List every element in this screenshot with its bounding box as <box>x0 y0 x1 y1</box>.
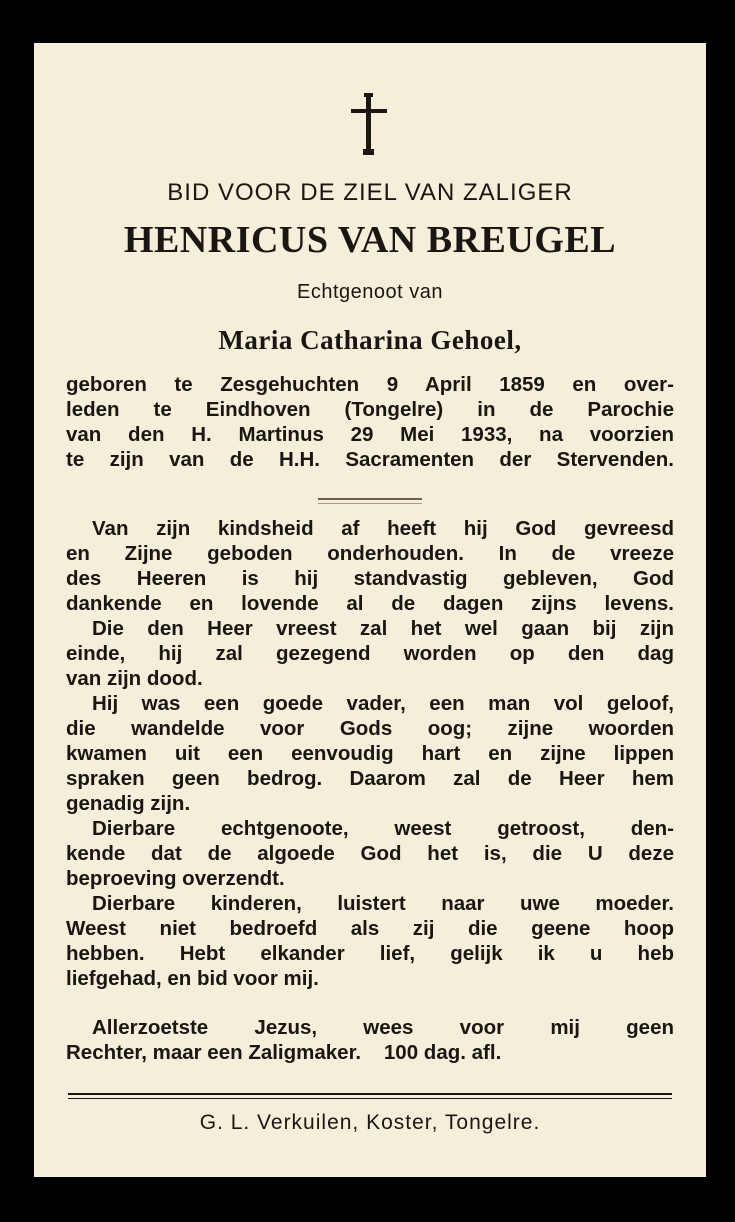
body-line: Van zijn kindsheid af heeft hij God gevreesd <box>92 517 674 540</box>
prayer-card <box>34 43 706 1177</box>
short-divider-rule <box>318 503 422 504</box>
spouse-name: Maria Catharina Gehoel, <box>218 325 522 355</box>
body-line: genadig zijn. <box>66 792 191 815</box>
body-line: van zijn dood. <box>66 667 203 690</box>
body-line: kwamen uit een eenvoudig hart en zijne lippen <box>66 742 674 765</box>
body-line: kende dat de algoede God het is, die U deze <box>66 842 674 865</box>
relation-line: Echtgenoot van <box>297 281 443 303</box>
deceased-name: HENRICUS VAN BREUGEL <box>123 219 617 261</box>
printer-line: G. L. Verkuilen, Koster, Tongelre. <box>199 1111 541 1134</box>
body-line: liefgehad, en bid voor mij. <box>66 967 319 990</box>
prayer-line: Rechter, maar een Zaligmaker. 100 dag. afl. <box>66 1041 502 1064</box>
body-line: Die den Heer vreest zal het wel gaan bij zijn <box>92 617 674 640</box>
body-line: hebben. Hebt elkander lief, gelijk ik u heb <box>66 942 674 965</box>
body-line: einde, hij zal gezegend worden op den dag <box>66 642 674 665</box>
body-line: die wandelde voor Gods oog; zijne woorden <box>66 717 674 740</box>
body-line: Weest niet bedroefd als zij die geene hoop <box>66 917 674 940</box>
cross-icon <box>351 93 387 155</box>
bio-line: geboren te Zesgehuchten 9 April 1859 en over- <box>66 373 674 396</box>
body-line: beproeving overzendt. <box>66 867 285 890</box>
body-line: Dierbare echtgenoote, weest getroost, den- <box>92 817 674 840</box>
long-divider <box>68 1093 672 1095</box>
body-line: spraken geen bedrog. Daarom zal de Heer hem <box>66 767 674 790</box>
body-line: en Zijne geboden onderhouden. In de vreeze <box>66 542 674 565</box>
body-line: Hij was een goede vader, een man vol geloof, <box>92 692 674 715</box>
bio-line: leden te Eindhoven (Tongelre) in de Parochie <box>66 398 674 421</box>
body-line: Dierbare kinderen, luistert naar uwe moeder. <box>92 892 674 915</box>
bio-line: te zijn van de H.H. Sacramenten der Stervenden. <box>66 448 674 471</box>
body-line: des Heeren is hij standvastig gebleven, God <box>66 567 674 590</box>
prayer-line: Allerzoetste Jezus, wees voor mij geen <box>92 1016 674 1039</box>
body-line: dankende en lovende al de dagen zijns levens. <box>66 592 674 615</box>
long-divider-rule <box>68 1098 672 1099</box>
intro-line: BID VOOR DE ZIEL VAN ZALIGER <box>167 179 573 206</box>
bio-line: van den H. Martinus 29 Mei 1933, na voorzien <box>66 423 674 446</box>
short-divider <box>318 498 422 500</box>
